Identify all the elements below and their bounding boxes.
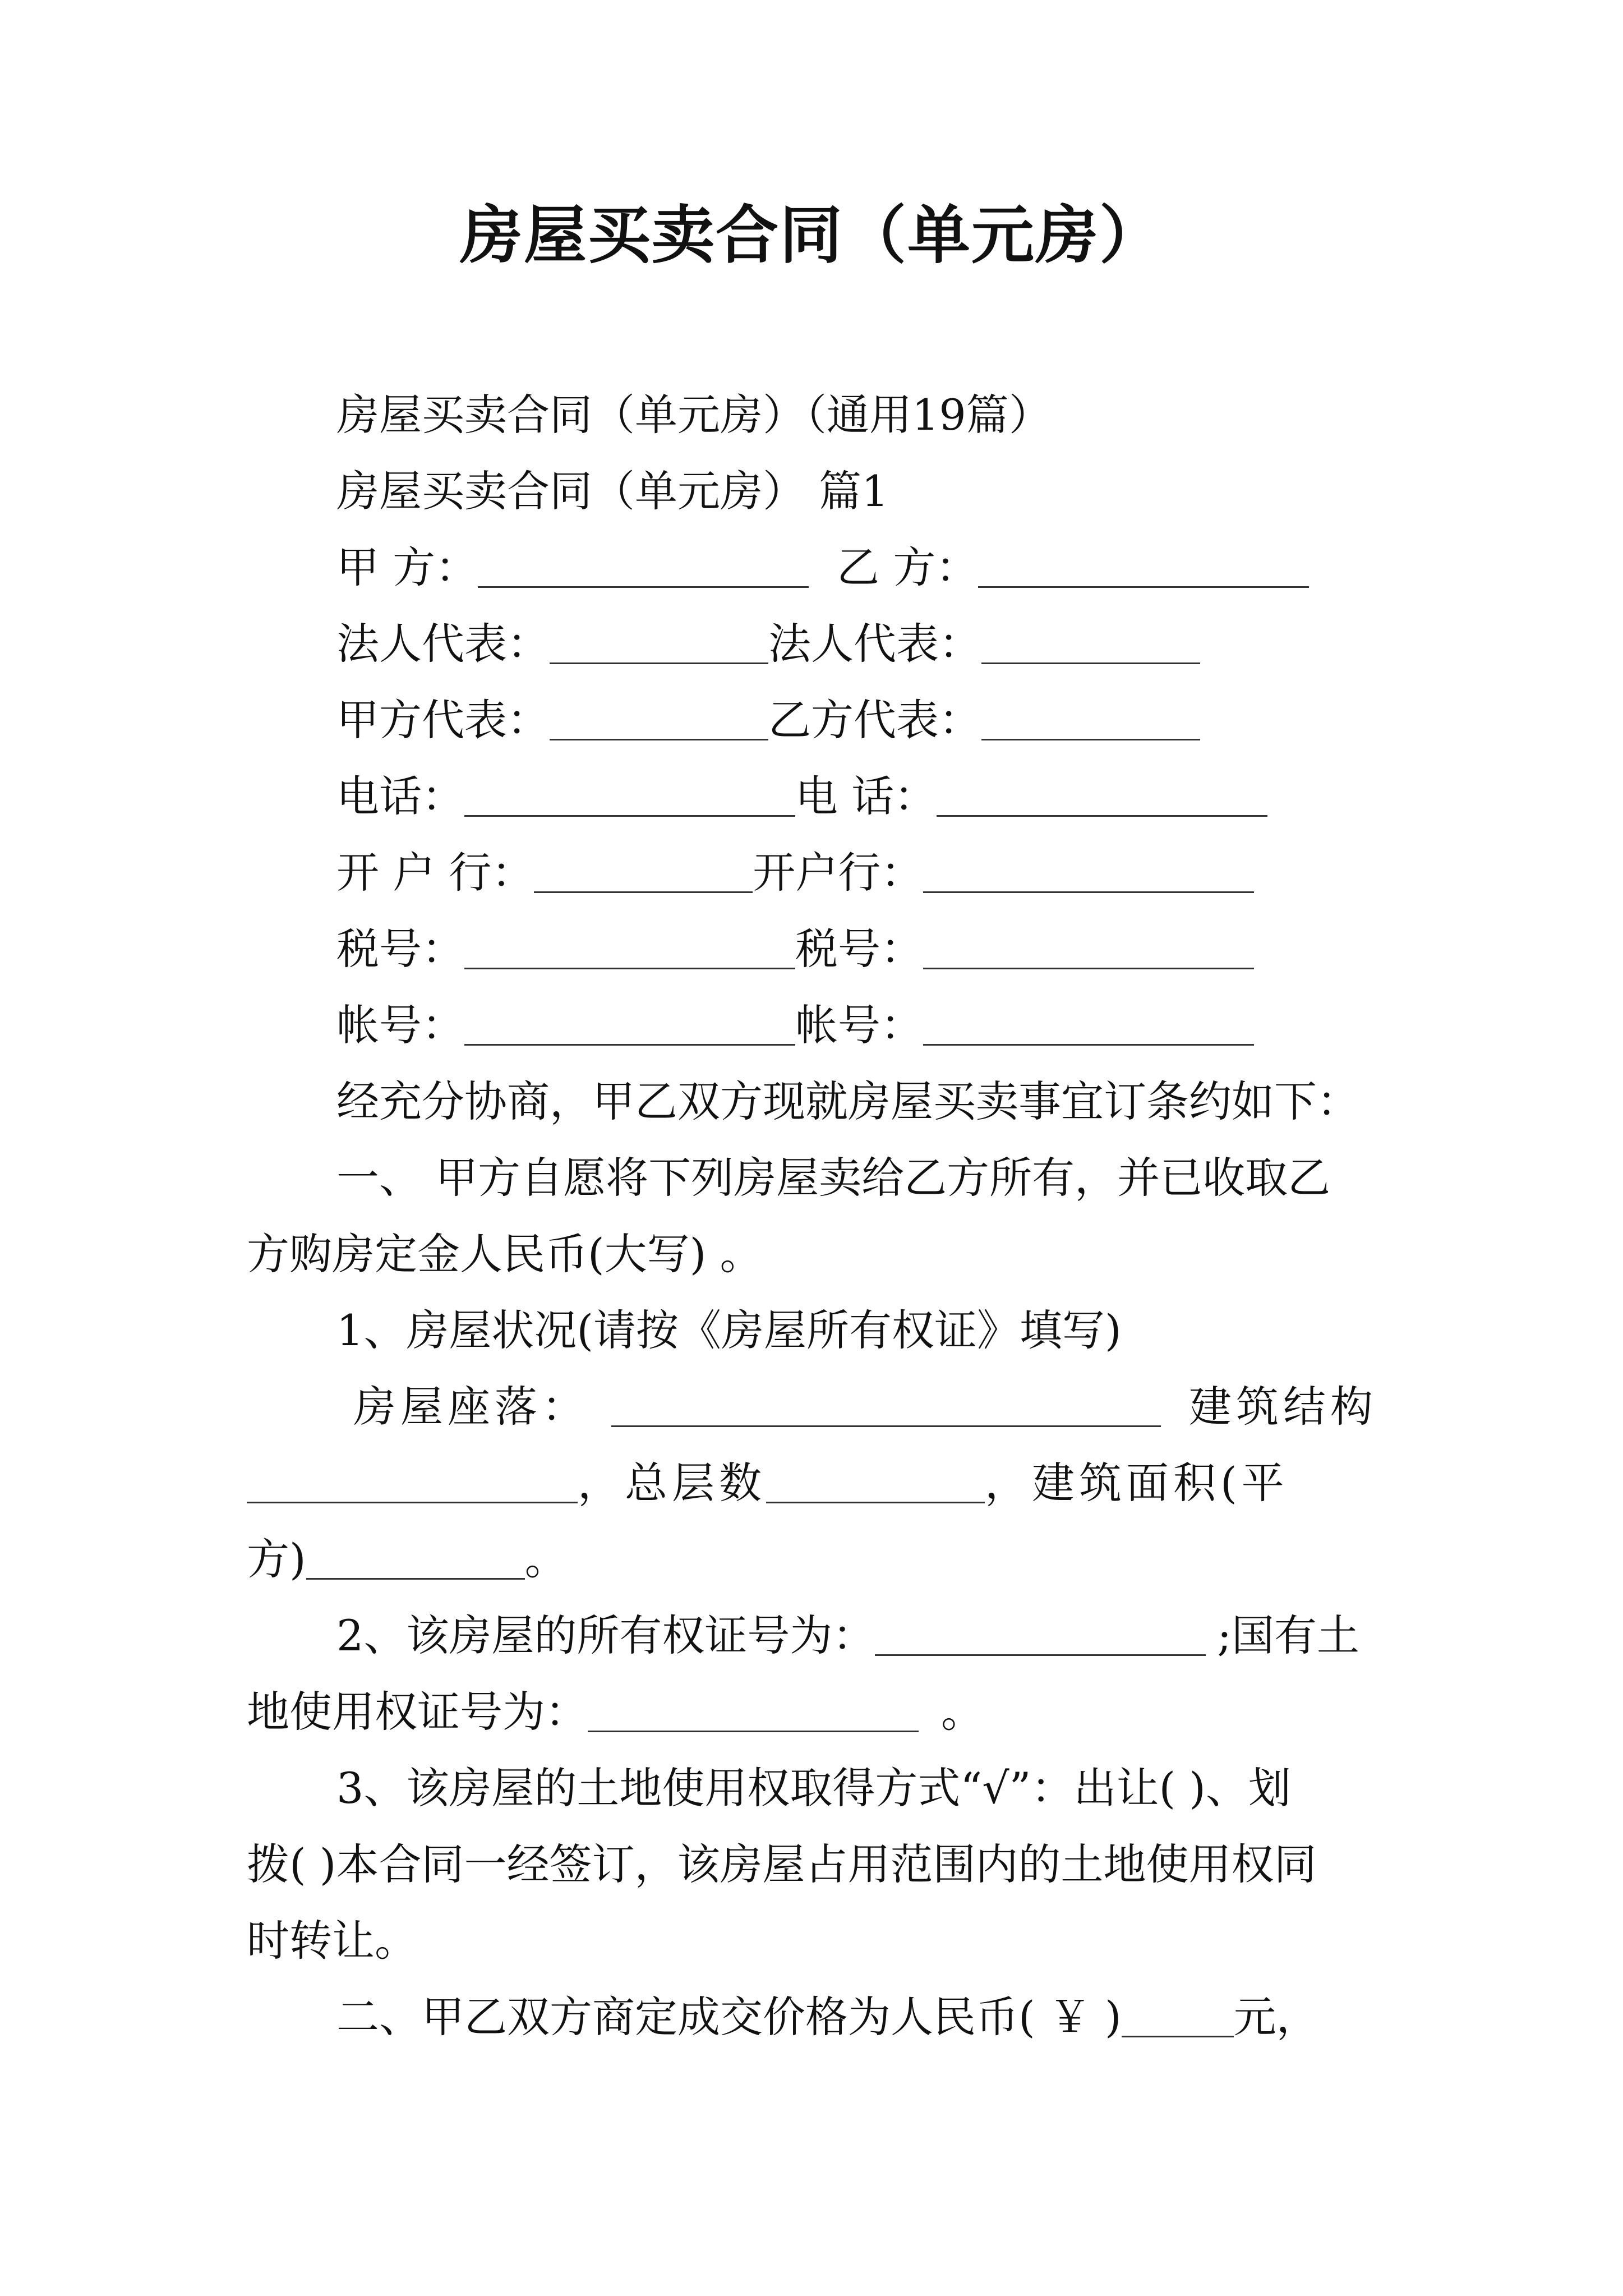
location-field[interactable] bbox=[611, 1423, 1161, 1427]
floors-field[interactable] bbox=[766, 1499, 985, 1503]
rep-b-field[interactable] bbox=[981, 737, 1200, 740]
document-title: 房屋买卖合同（单元房） bbox=[460, 199, 1163, 272]
bank-row bbox=[336, 845, 1254, 901]
price-field[interactable] bbox=[1122, 2033, 1234, 2037]
rep-b-label: 乙方代表： bbox=[768, 695, 981, 745]
phone-row bbox=[336, 769, 1267, 825]
structure-label: 建筑结构 bbox=[1189, 1382, 1377, 1432]
bank-a-field[interactable] bbox=[534, 889, 753, 893]
item-1-structure-line bbox=[247, 1455, 1289, 1511]
party-b-field[interactable] bbox=[978, 584, 1309, 588]
legal-rep-a-field[interactable] bbox=[550, 660, 768, 664]
land-cert-field[interactable] bbox=[588, 1728, 919, 1732]
ownership-cert-field[interactable] bbox=[875, 1652, 1206, 1656]
item-1-location-line bbox=[353, 1379, 1377, 1435]
rep-a-field[interactable] bbox=[550, 737, 768, 740]
legal-rep-b-field[interactable] bbox=[981, 660, 1200, 664]
account-a-label: 帐号： bbox=[336, 1000, 464, 1050]
clause-1-line-1: 一、 甲方自愿将下列房屋卖给乙方所有，并已收取乙 bbox=[336, 1153, 1331, 1203]
party-b-label: 乙 方： bbox=[837, 542, 979, 592]
party-row bbox=[336, 540, 1309, 596]
legal-rep-b-label: 法人代表： bbox=[768, 619, 981, 669]
land-cert-label: 地使用权证号为： bbox=[247, 1687, 588, 1737]
party-a-label: 甲 方： bbox=[336, 542, 478, 592]
item-3-line-1: 3、该房屋的土地使用权取得方式“√”：出让( )、划 bbox=[336, 1763, 1291, 1813]
bank-b-field[interactable] bbox=[923, 889, 1254, 893]
land-cert-end: 。 bbox=[941, 1687, 984, 1737]
item-1-area-line bbox=[247, 1531, 568, 1588]
clause-1-line-2: 方购房定金人民币(大写) 。 bbox=[247, 1229, 763, 1279]
area-field[interactable] bbox=[306, 1576, 525, 1580]
item-3-line-2: 拨( )本合同一经签订，该房屋占用范围内的土地使用权同 bbox=[247, 1839, 1317, 1889]
floors-label: ，总层数 bbox=[578, 1458, 766, 1508]
item-2-line-2 bbox=[247, 1684, 984, 1740]
section-heading: 房屋买卖合同（单元房） 篇1 bbox=[336, 466, 889, 516]
account-b-label: 帐号： bbox=[795, 1000, 923, 1050]
phone-b-field[interactable] bbox=[937, 813, 1267, 817]
ownership-cert-label: 2、该房屋的所有权证号为： bbox=[336, 1611, 875, 1660]
tax-row bbox=[336, 921, 1254, 977]
tax-a-label: 税号： bbox=[336, 924, 464, 974]
account-row bbox=[336, 997, 1254, 1053]
price-label: 二、甲乙双方商定成交价格为人民币( ￥ ) bbox=[336, 1992, 1122, 2042]
party-a-field[interactable] bbox=[478, 584, 809, 588]
location-label: 房屋座落： bbox=[353, 1382, 589, 1432]
structure-field[interactable] bbox=[247, 1499, 578, 1503]
item-3-line-3: 时转让。 bbox=[247, 1916, 417, 1966]
item-2-line-1 bbox=[336, 1608, 1359, 1664]
item-1-heading: 1、房屋状况(请按《房屋所有权证》填写) bbox=[336, 1305, 1122, 1355]
document-subtitle: 房屋买卖合同（单元房）（通用19篇） bbox=[336, 390, 1052, 440]
phone-b-label: 电 话： bbox=[795, 771, 937, 821]
tax-b-field[interactable] bbox=[923, 965, 1254, 969]
bank-b-label: 开户行： bbox=[753, 848, 924, 898]
tax-b-label: 税号： bbox=[795, 924, 923, 974]
representative-row bbox=[336, 692, 1200, 748]
price-unit: 元， bbox=[1233, 1992, 1319, 2042]
area-label: ，建筑面积(平 bbox=[985, 1458, 1289, 1508]
clause-2-line bbox=[336, 1989, 1319, 2045]
ownership-cert-end: ;国有土 bbox=[1217, 1611, 1359, 1660]
account-b-field[interactable] bbox=[923, 1042, 1254, 1046]
account-a-field[interactable] bbox=[464, 1042, 795, 1046]
intro-paragraph: 经充分协商，甲乙双方现就房屋买卖事宜订条约如下： bbox=[336, 1076, 1359, 1126]
phone-a-label: 电话： bbox=[336, 771, 464, 821]
phone-a-field[interactable] bbox=[464, 813, 795, 817]
legal-rep-row bbox=[336, 616, 1200, 672]
rep-a-label: 甲方代表： bbox=[336, 695, 550, 745]
legal-rep-a-label: 法人代表： bbox=[336, 619, 550, 669]
area-period: 。 bbox=[524, 1534, 568, 1584]
area-label-end: 方) bbox=[247, 1534, 306, 1584]
tax-a-field[interactable] bbox=[464, 965, 795, 969]
bank-a-label: 开 户 行： bbox=[336, 848, 534, 898]
